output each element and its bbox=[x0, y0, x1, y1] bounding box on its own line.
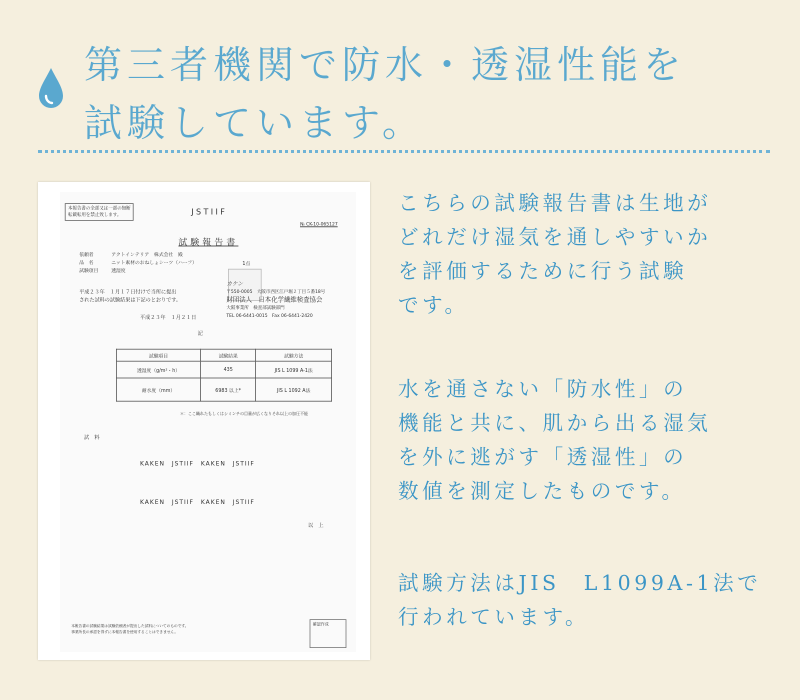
report-product: ニット素材のおねしょシーツ（ハーフ） bbox=[111, 260, 197, 266]
report-title: 試験報告書 bbox=[178, 236, 239, 248]
report-doc-number: № CK-10-065127 bbox=[300, 222, 338, 228]
report-fields: 依頼者 アクトインテリア 株式会社 殿 品 名 ニット素材のおねしょシーツ（ハーフ） 試験項目 透湿度 bbox=[79, 252, 197, 274]
report-date: 平成２３年 １月２１日 bbox=[140, 314, 197, 321]
table-header-row: 試験項目 試験結果 試験方法 bbox=[116, 349, 331, 361]
report-seal-label: 確認作成 bbox=[312, 622, 329, 628]
report-test-item: 透湿度 bbox=[111, 268, 126, 274]
page-title-line2: 試験しています。 bbox=[84, 101, 425, 145]
description-paragraph-3: 試験方法はJIS L1099A-1法で 行われています。 bbox=[398, 571, 762, 629]
report-closing: 以 上 bbox=[308, 522, 324, 529]
report-sample-row: KAKEN JSTIIF KAKEN JSTIIF bbox=[140, 498, 255, 506]
report-content bbox=[60, 192, 356, 652]
report-receipt-text: 平成２３年 １月１７日付けで当所に提出 された試料の試験結果は下記のとおりです。 bbox=[79, 288, 182, 304]
report-ki: 記 bbox=[197, 330, 203, 337]
description-paragraph-2: 水を通さない「防水性」の 機能と共に、肌から出る湿気 を外に逃がす「透湿性」の 数値を測定したものです。 bbox=[398, 377, 712, 503]
report-results-table bbox=[116, 349, 332, 402]
table-row: 透湿度（g/m²・h） 435 JIS L 1099 A-1法 bbox=[116, 361, 331, 378]
dotted-divider bbox=[38, 150, 770, 153]
report-sample-row: KAKEN JSTIIF KAKEN JSTIIF bbox=[140, 460, 255, 468]
report-footnote: ＊：ここ織れたもしくはシミンチの目量が広くなりそれ以上の加圧不能 bbox=[180, 412, 309, 417]
page-title-line1: 第三者機関で防水・透湿性能を bbox=[84, 43, 687, 87]
table-row: 耐水度（mm） 6983 以上* JIS L 1092 A法 bbox=[116, 378, 331, 401]
report-organization: カケン 〒550-0005 大阪市西区江戸堀２丁目５番18号 財団法人 日本化学繊維検査協会 大阪事業所 検査部試験部門 TEL 06-6441-0015 Fax 06-6441-2420 bbox=[226, 280, 326, 319]
report-bottom-note: 本報告書の試験結果は試験依頼者が提出した試料についてのものです。 事業所長の承認を得ずに本報告書を使用することはできません。 bbox=[71, 624, 189, 635]
report-requester: アクトインテリア 株式会社 殿 bbox=[111, 252, 183, 258]
water-drop-icon bbox=[36, 66, 66, 110]
report-sample-label: 試 料 bbox=[84, 434, 100, 441]
header bbox=[0, 0, 800, 160]
report-corner-note: 本報告書の全部又は一部の無断 転載転用を禁止致します。 bbox=[65, 203, 134, 221]
description-paragraph-1: こちらの試験報告書は生地が どれだけ湿気を通しやすいか を評価するために行う試験 です。 bbox=[398, 191, 712, 317]
report-quantity: 1点 bbox=[242, 260, 251, 267]
test-report-image bbox=[38, 182, 370, 660]
report-header-code: JSTIIF bbox=[191, 208, 228, 217]
report-paper bbox=[60, 192, 356, 652]
